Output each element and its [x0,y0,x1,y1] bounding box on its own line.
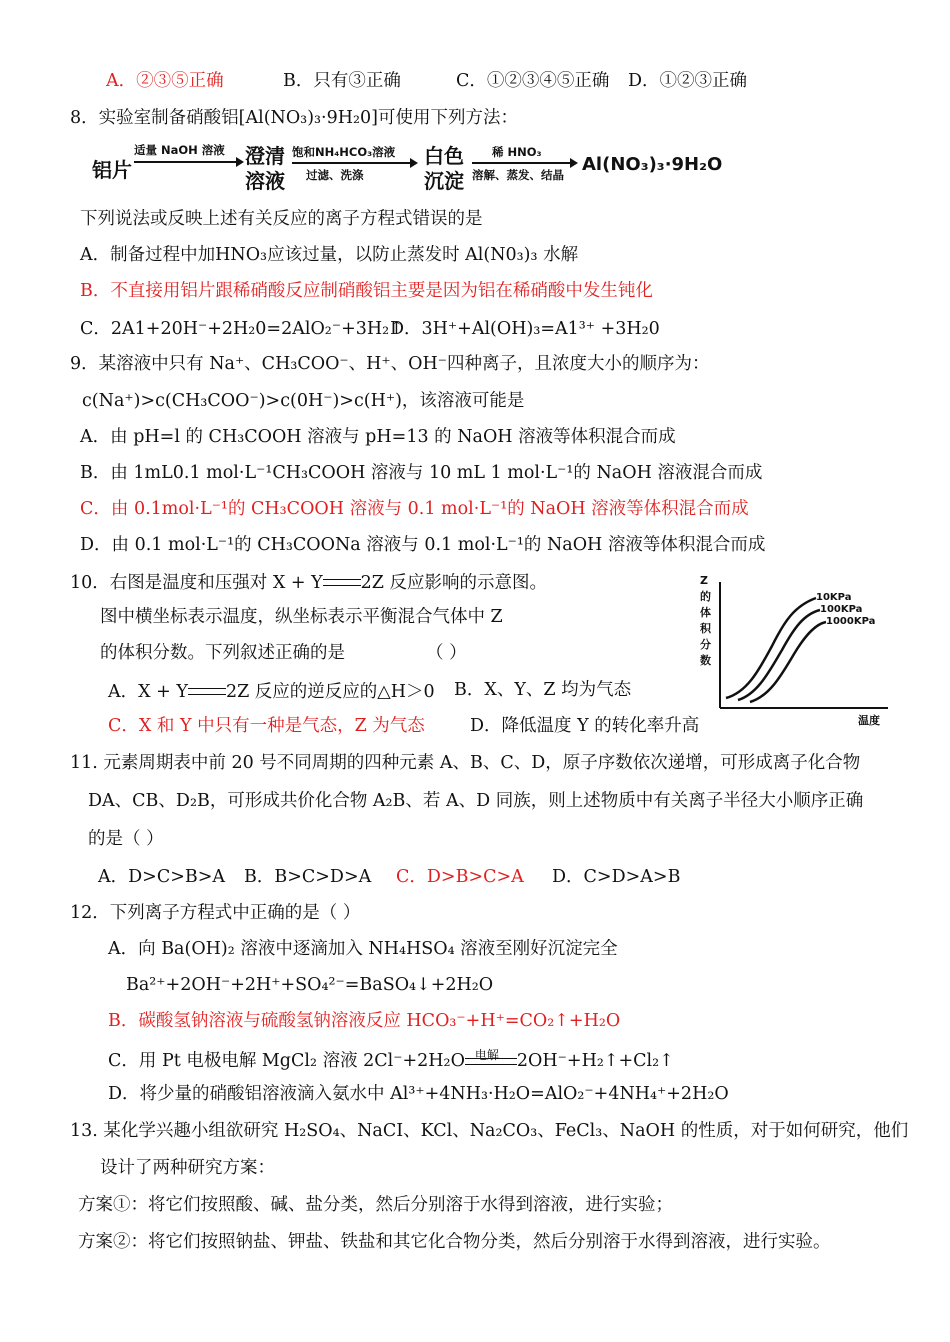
q10-line3: 的体积分数。下列叙述正确的是 [100,643,345,663]
q9-option-d: D．由 0.1 mol·L⁻¹的 CH₃COONa 溶液与 0.1 mol·L⁻¹的 NaOH 溶液等体积混合而成 [80,535,766,555]
q10-line2: 图中横坐标表示温度，纵坐标表示平衡混合气体中 Z [100,607,503,627]
graph-ylabel-1: 的 [700,590,711,603]
q13-plan1: 方案①：将它们按照酸、碱、盐分类，然后分别溶于水得到溶液，进行实验； [78,1195,673,1215]
flow-mid2-top: 白色 [424,144,464,168]
q7-option-a: A．②③⑤正确 [106,71,224,91]
q10-option-a-post: 2Z 反应的逆反应的△H＞0 [225,682,435,702]
q8-reaction-flow [92,140,723,193]
equilibrium-arrow [188,679,226,697]
q9-option-c: C．由 0.1mol·L⁻¹的 CH₃COOH 溶液与 0.1 mol·L⁻¹的 NaOH 溶液等体积混合而成 [80,499,749,519]
electrolysis-sign [465,1046,517,1066]
q12-option-b: B．碳酸氢钠溶液与硫酸氢钠溶液反应 HCO₃⁻+H⁺=CO₂↑+H₂O [108,1011,621,1031]
curve-10kpa [726,598,816,698]
flow-mid1-bottom: 溶液 [245,169,285,193]
q10-option-c: C．X 和 Y 中只有一种是气态，Z 为气态 [108,716,425,736]
q12-option-c [108,1046,674,1072]
q8-option-c: C．2A1+20H⁻+2H₂0=2AlO₂⁻+3H₂↑ [80,319,404,339]
equilibrium-arrow [323,570,361,588]
q10-option-d: D．降低温度 Y 的转化率升高 [470,716,700,736]
q10-stem-b: 2Z 反应影响的示意图。 [360,573,547,593]
flow-reagent-1: 适量 NaOH 溶液 [134,143,225,157]
q11-option-a: A．D>C>B>A [98,867,226,887]
graph-ylabel-0: Z [700,574,708,587]
q11-line1: 11. 元素周期表中前 20 号不同周期的四种元素 A、B、C、D，原子序数依次递增，可形成离子化合物 [70,753,861,773]
flow-mid1-top: 澄清 [245,144,285,168]
q10-option-b: B．X、Y、Z 均为气态 [454,680,632,700]
q12-option-c-post: 2OH⁻+H₂↑+Cl₂↑ [516,1051,674,1071]
q13-line1: 13. 某化学兴趣小组欲研究 H₂SO₄、NaCI、KCl、Na₂CO₃、FeCl₃、NaOH 的性质，对于如何研究，他们 [70,1121,909,1141]
q11-option-c: C．D>B>C>A [396,867,524,887]
q9-order: c(Na⁺)>c(CH₃COO⁻)>c(0H⁻)>c(H⁺)，该溶液可能是 [82,391,525,411]
q8-stem: 8．实验室制备硝酸铝[Al(NO₃)₃·9H₂0]可使用下列方法： [70,108,518,128]
q7-option-d: D．①②③正确 [628,71,748,91]
graph-xlabel: 温度 [858,714,880,727]
q8-option-a: A．制备过程中加HNO₃应该过量，以防止蒸发时 Al(N0₃)₃ 水解 [80,245,579,265]
q9-stem: 9．某溶液中只有 Na⁺、CH₃COO⁻、H⁺、OH⁻四种离子，且浓度大小的顺序为： [70,354,710,374]
q8-option-d: D．3H⁺+Al(OH)₃=A1³⁺ +3H₂0 [390,319,660,339]
q7-option-c: C．①②③④⑤正确 [456,71,610,91]
graph-ylabel-4: 分 [700,638,711,651]
q12-option-a-equation: Ba²⁺+2OH⁻+2H⁺+SO₄²⁻=BaSO₄↓+2H₂O [126,975,494,995]
curve-label-10kpa: 10KPa [816,592,852,603]
flow-start: 铝片 [92,158,132,182]
curve-100kpa [738,610,820,700]
q10-stem [70,570,547,594]
q8-option-b: B．不直接用铝片跟稀硝酸反应制硝酸铝主要是因为铝在稀硝酸中发生钝化 [80,281,653,301]
flow-arrow-2 [292,162,416,164]
q11-option-d: D．C>D>A>B [552,867,681,887]
flow-arrow-3 [472,162,576,164]
q10-stem-a: 10．右图是温度和压强对 X + Y [70,573,323,593]
curve-label-1000kpa: 1000KPa [826,616,876,627]
q10-option-a [108,679,435,703]
q10-option-a-pre: A．X + Y [108,682,188,702]
flow-reagent-3-top: 稀 HNO₃ [492,145,542,159]
electrolysis-label: 电解 [474,1048,499,1062]
q12-option-c-pre: C．用 Pt 电极电解 MgCl₂ 溶液 2Cl⁻+2H₂O [108,1051,465,1071]
q7-option-b: B．只有③正确 [283,71,401,91]
q10-paren: （ ） [426,643,467,663]
q11-option-b: B．B>C>D>A [244,867,372,887]
flow-reagent-2-top: 饱和NH₄HCO₃溶液 [292,145,396,159]
q9-option-b: B．由 1mL0.1 mol·L⁻¹CH₃COOH 溶液与 10 mL 1 mol·L⁻¹的 NaOH 溶液混合而成 [80,463,763,483]
q11-line3: 的是（ ） [88,829,164,849]
curve-1000kpa [750,622,826,702]
graph-ylabel-5: 数 [700,654,711,667]
q11-line2: DA、CB、D₂B，可形成共价化合物 A₂B、若 A、D 同族，则上述物质中有关离子半径大小顺序正确 [88,791,864,811]
graph-ylabel-2: 体 [700,606,711,619]
q12-option-d: D．将少量的硝酸铝溶液滴入氨水中 Al³⁺+4NH₃·H₂O=AlO₂⁻+4NH₄⁺+2H₂O [108,1084,729,1104]
flow-reagent-3-bottom: 溶解、蒸发、结晶 [472,168,564,182]
q12-option-a: A．向 Ba(OH)₂ 溶液中逐滴加入 NH₄HSO₄ 溶液至刚好沉淀完全 [108,939,618,959]
flow-arrow-1 [134,161,242,163]
q8-question: 下列说法或反映上述有关反应的离子方程式错误的是 [80,209,483,229]
q9-option-a: A．由 pH=l 的 CH₃COOH 溶液与 pH=13 的 NaOH 溶液等体积混合而成 [80,427,676,447]
q10-graph [698,570,898,730]
flow-mid2-bottom: 沉淀 [424,169,464,193]
curve-label-100kpa: 100KPa [820,604,863,615]
q13-plan2: 方案②：将它们按照钠盐、钾盐、铁盐和其它化合物分类，然后分别溶于水得到溶液，进行实验。 [78,1232,831,1252]
graph-ylabel-3: 积 [700,622,711,635]
q12-stem: 12．下列离子方程式中正确的是（ ） [70,903,361,923]
q13-line2: 设计了两种研究方案： [100,1158,275,1178]
flow-product: Al(NO₃)₃·9H₂O [582,154,723,175]
flow-reagent-2-bottom: 过滤、洗涤 [306,168,364,182]
